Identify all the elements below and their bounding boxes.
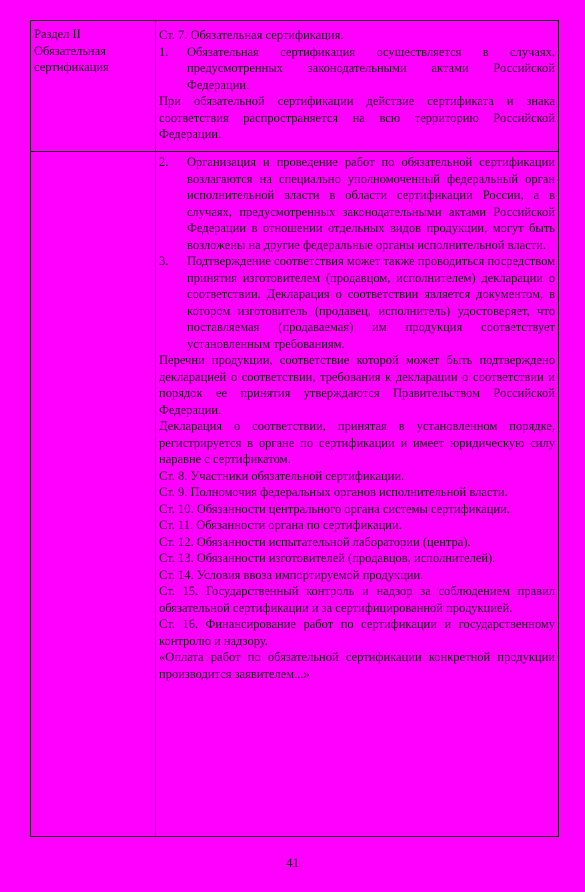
list-item-2	[159, 154, 555, 253]
page-number: 41	[286, 855, 299, 870]
section-label: Раздел II	[34, 27, 81, 41]
declaration-paragraph: Перечни продукции, соответствие которой может быть подтверждено декларацией о соответствии, требования к декларации о соответствии и порядок ее принятия утверждаются Правительством Российской Федерации.	[159, 353, 555, 417]
list-item-3-number: 3.	[159, 254, 169, 268]
list-item-2-text: Организация и проведение работ по обязательной сертификации возлагаются на специально уполномоченный федеральный орган исполнительной власти в области сертификации России, а в случаях, предусмотренных законодательными актами Российской Федерации в отношении отдельных видов продукции, могут быть возложены на другие федеральные органы исполнительной власти.	[187, 155, 555, 252]
article-9: Ст. 9. Полномочия федеральных органов исполнительной власти.	[159, 485, 508, 499]
column-divider	[155, 21, 156, 836]
list-item-1	[159, 44, 555, 94]
article-7-paragraph: При обязательной сертификации действие сертификата и знака соответствия распространяется на всю территорию Российской Федерации.	[159, 94, 555, 141]
list-item-1-text: Обязательная сертификация осуществляется в случаях, предусмотренных законодательными актами Российской Федерации.	[187, 44, 555, 92]
article-8: Ст. 8. Участники обязательной сертификации.	[159, 468, 405, 483]
list-item-1-number: 1.	[159, 44, 169, 59]
row-divider	[31, 151, 558, 152]
registration-paragraph: Декларация о соответствии, принятая в установленном порядке, регистрируется в органе по сертификации и имеет юридическую силу наравне с сертификатом.	[159, 419, 555, 466]
list-item-2-number: 2.	[159, 155, 169, 169]
content-table	[30, 20, 559, 837]
section-title: Обязательная сертификация	[34, 43, 109, 74]
article-16: Ст. 16. Финансирование работ по сертификации и государственному контролю и надзору.	[159, 617, 555, 648]
section-label-cell	[34, 26, 152, 76]
articles-cell	[159, 154, 555, 682]
list-item-3	[159, 253, 555, 352]
article-11: Ст. 11. Обязанности органа по сертификации.	[159, 518, 402, 532]
article-14: Ст. 14. Условия ввоза импортируемой продукции.	[159, 567, 424, 582]
payment-quote: «Оплата работ по обязательной сертификации конкретной продукции производится заявителем...»	[159, 650, 555, 681]
list-item-3-text: Подтверждение соответствия может также проводиться посредством принятия изготовителем (продавцом, исполнителем) декларации о соответствии. Декларация о соответствии является документом, в котором изготовитель (продавец, исполнитель) удостоверяет, что поставляемая (продаваемая) им продукция соответствует установленным требованиям.	[187, 254, 555, 351]
article-7-cell	[159, 27, 555, 143]
article-13: Ст. 13. Обязанности изготовителей (продавцов, исполнителей).	[159, 551, 496, 565]
article-7-heading: Ст. 7. Обязательная сертификация.	[159, 28, 344, 42]
article-15: Ст. 15. Государственный контроль и надзор за соблюдением правил обязательной сертификации и за сертифицированной продукцией.	[159, 584, 555, 615]
article-12: Ст. 12. Обязанности испытательной лаборатории (центра).	[159, 534, 471, 549]
article-10: Ст. 10. Обязанности центрального органа системы сертификации.	[159, 501, 510, 516]
